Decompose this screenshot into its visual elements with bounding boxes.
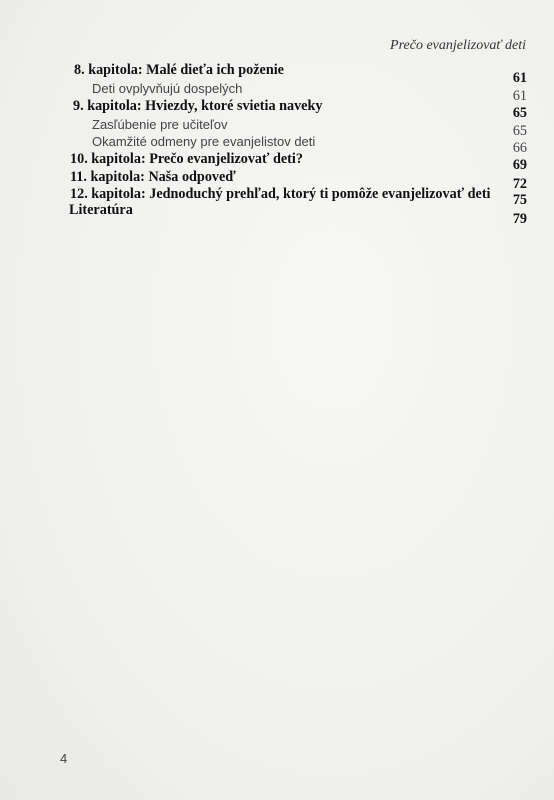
toc-section-9-2-page: 66 [512,140,527,156]
toc-section-8-1-title: Deti ovplyvňujú dospelých [92,81,243,96]
toc-section-9-1-page: 65 [512,123,527,139]
toc-literature-page: 79 [512,211,527,227]
toc-chapter-9-title: 9. kapitola: Hviezdy, ktoré svietia naveky [73,98,323,114]
toc-chapter-11-title: 11. kapitola: Naša odpoveď [70,169,236,185]
page-number: 4 [60,751,68,766]
running-header: Prečo evanjelizovať deti [390,38,526,53]
toc-chapter-12-title: 12. kapitola: Jednoduchý prehľad, ktorý ti pomôže evanjelizovať deti [70,186,491,202]
toc-chapter-12-page: 75 [512,192,527,208]
toc-section-8-1-page: 61 [512,88,527,104]
toc-chapter-9-page: 65 [512,105,527,121]
toc-section-9-2-title: Okamžité odmeny pre evanjelistov deti [92,134,316,149]
toc-chapter-11-page: 72 [512,176,527,192]
toc-literature-title: Literatúra [69,202,133,218]
toc-chapter-10-page: 69 [512,157,527,173]
toc-chapter-10-title: 10. kapitola: Prečo evanjelizovať deti? [70,151,303,167]
toc-section-9-1-title: Zasľúbenie pre učiteľov [92,117,228,132]
toc-chapter-8-page: 61 [512,70,527,86]
toc-chapter-8-title: 8. kapitola: Malé dieťa ich poženie [74,62,284,78]
